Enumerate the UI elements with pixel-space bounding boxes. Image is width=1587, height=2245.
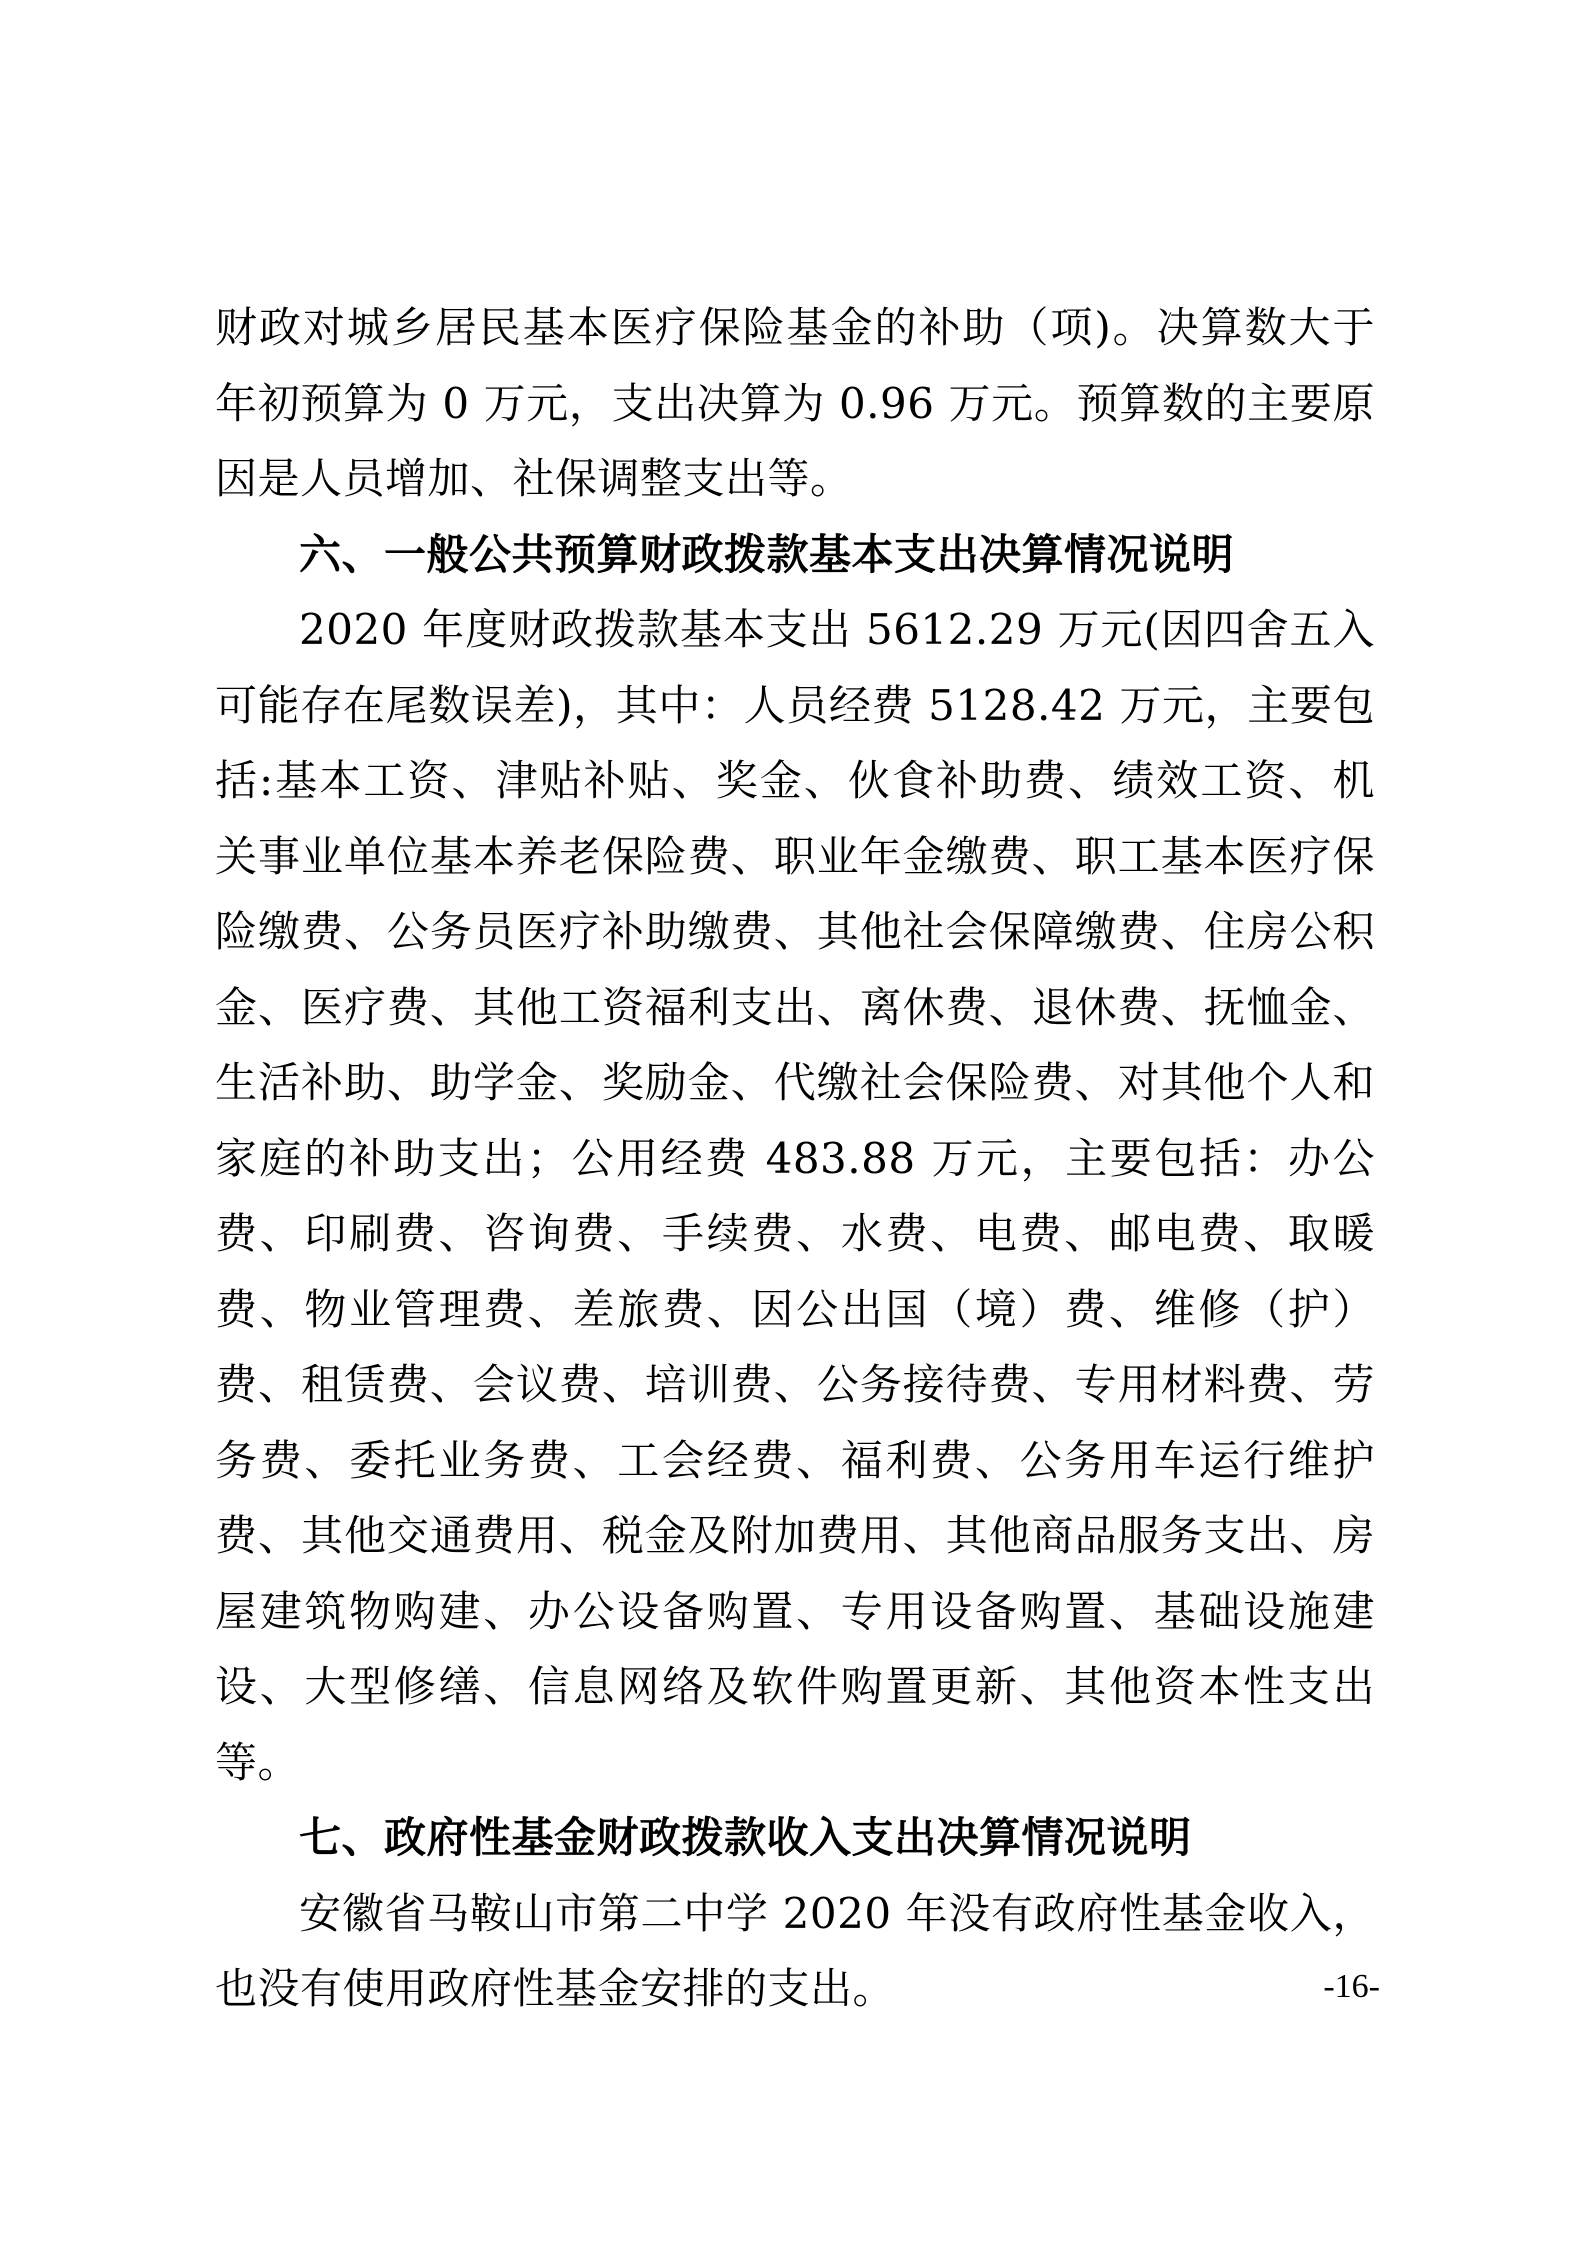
section-heading-seven: 七、政府性基金财政拨款收入支出决算情况说明 [299, 1813, 1192, 1862]
document-page [215, 290, 1375, 2027]
paragraph-government-fund: 安徽省马鞍山市第二中学 2020 年没有政府性基金收入，也没有使用政府性基金安排的支出。 [215, 1888, 1375, 2013]
paragraph-basic-expenditure: 2020 年度财政拨款基本支出 5612.29 万元(因四舍五入可能存在尾数误差)，其中：人员经费 5128.42 万元，主要包括:基本工资、津贴补贴、奖金、伙食补助费、绩效工资、机关事业单位基本养老保险费、职业年金缴费、职工基本医疗保险缴费、公务员医疗补助缴费、其他社会保障缴费、住房公积金、医疗费、其他工资福利支出、离休费、退休费、抚恤金、生活补助、助学金、奖励金、代缴社会保险费、对其他个人和家庭的补助支出；公用经费 483.88 万元，主要包括：办公费、印刷费、咨询费、手续费、水费、电费、邮电费、取暖费、物业管理费、差旅费、因公出国（境）费、维修（护）费、租赁费、会议费、培训费、公务接待费、专用材料费、劳务费、委托业务费、工会经费、福利费、公务用车运行维护费、其他交通费用、税金及附加费用、其他商品服务支出、房屋建筑物购建、办公设备购置、专用设备购置、基础设施建设、大型修缮、信息网络及软件购置更新、其他资本性支出等。 [215, 605, 1375, 1787]
paragraph-subsidy-note: 财政对城乡居民基本医疗保险基金的补助（项)。决算数大于年初预算为 0 万元，支出决算为 0.96 万元。预算数的主要原因是人员增加、社保调整支出等。 [215, 303, 1375, 503]
section-heading-six: 六、一般公共预算财政拨款基本支出决算情况说明 [299, 529, 1235, 579]
page-number: -16- [1323, 1968, 1380, 2005]
